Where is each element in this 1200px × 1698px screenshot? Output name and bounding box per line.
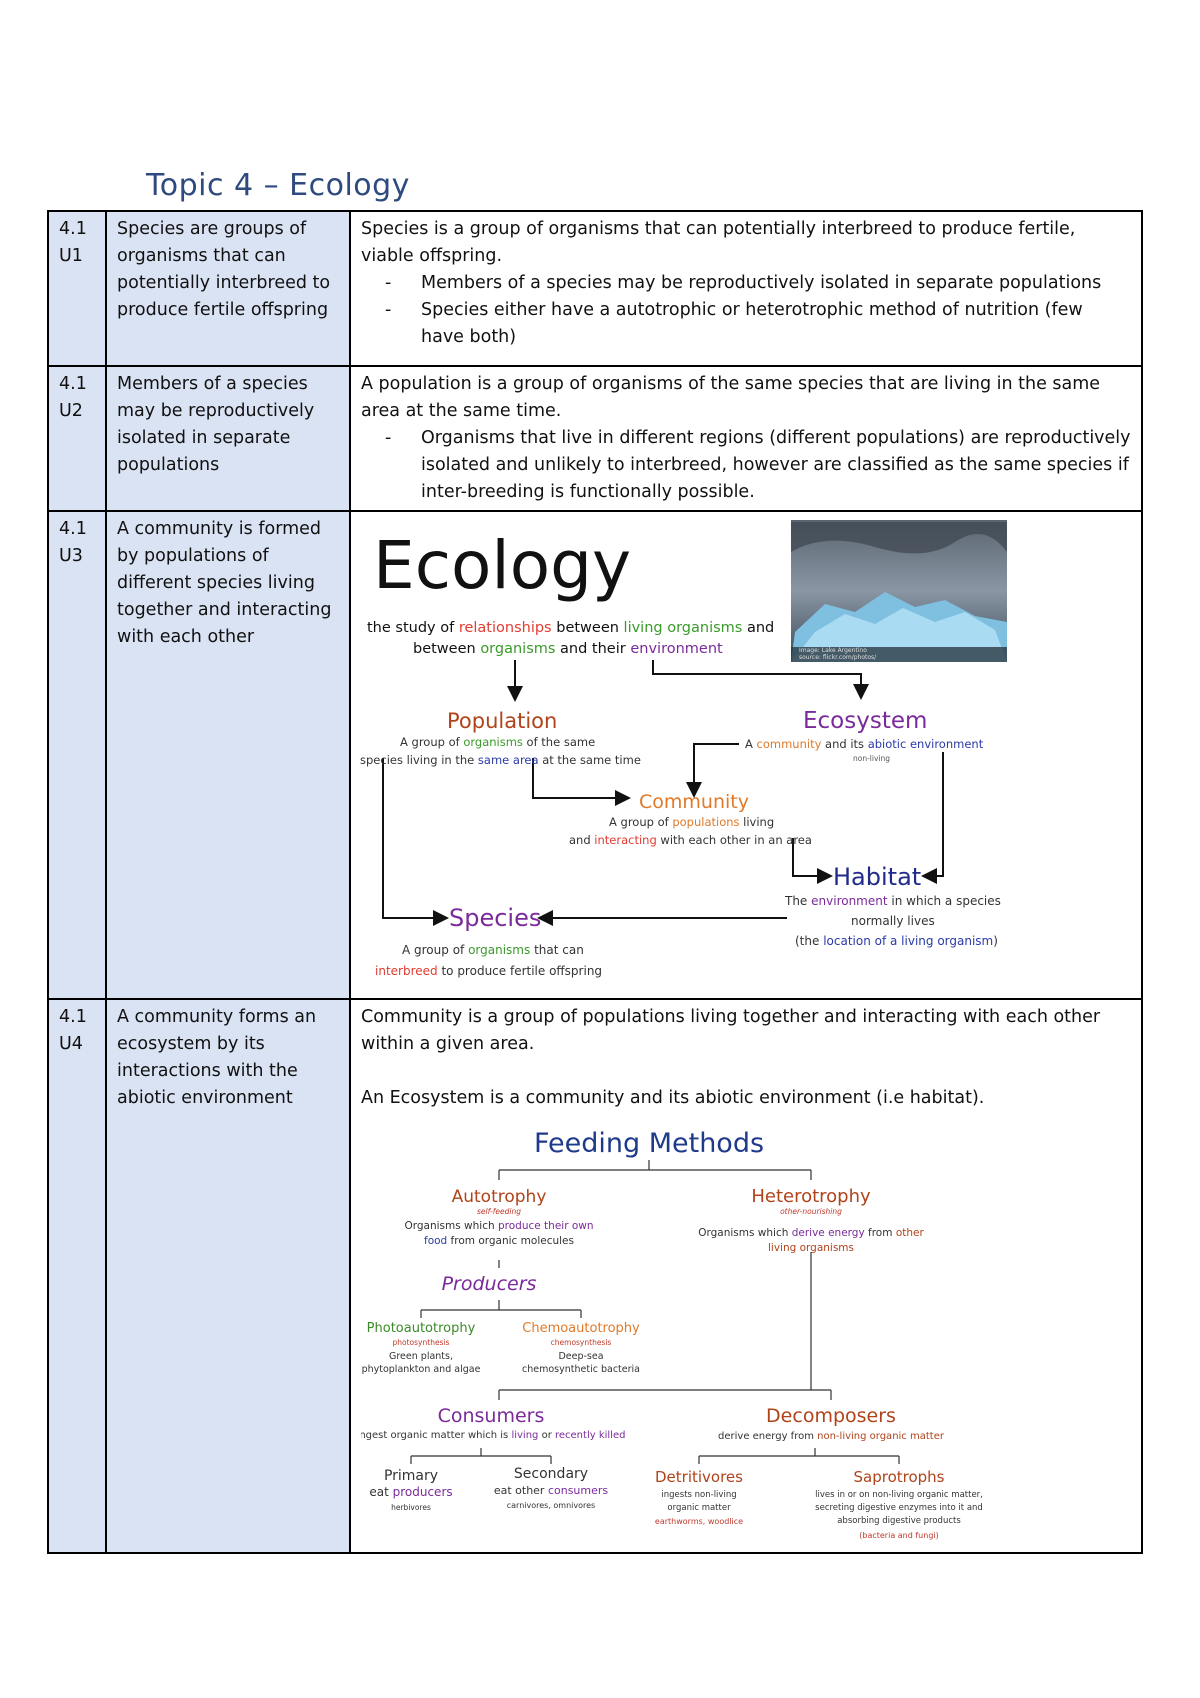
row-objective: Members of a species may be reproductively isolated in separate populations xyxy=(106,366,350,511)
photo-caption: source: flickr.com/photos/ xyxy=(799,654,877,661)
desc-text: environment xyxy=(811,894,888,908)
desc-text: from xyxy=(864,1227,896,1239)
desc-text: eat other xyxy=(493,1484,548,1497)
saprotrophs-title: Saprotrophs xyxy=(853,1468,945,1486)
desc-text: in which a species xyxy=(887,894,1001,908)
table-row xyxy=(48,366,1142,511)
ecology-subtitle-line1 xyxy=(367,620,774,636)
autotrophy-title: Autotrophy xyxy=(451,1187,547,1207)
row-notes xyxy=(350,211,1142,366)
community-title: Community xyxy=(639,791,749,813)
population-title: Population xyxy=(447,709,558,733)
secondary-desc xyxy=(494,1484,609,1497)
subtitle-text: living organisms xyxy=(623,620,743,636)
notes-bullet: - Organisms that live in different regions (different populations) are reproductively isolated and unlikely to interbreed, however are classified as the same species if inter-breeding is functionally possible. xyxy=(421,425,1131,506)
heterotrophy-desc xyxy=(698,1227,924,1239)
primary-sub: herbivores xyxy=(391,1503,431,1512)
row-notes xyxy=(350,366,1142,511)
row-notes xyxy=(350,999,1142,1553)
consumers-title: Consumers xyxy=(437,1405,545,1427)
desc-text: interbreed xyxy=(375,964,438,978)
desc-text: abiotic environment xyxy=(867,737,984,751)
consumers-desc xyxy=(361,1430,625,1441)
desc-text: producers xyxy=(392,1485,453,1499)
desc-text: ) xyxy=(993,934,998,948)
ecosystem-desc xyxy=(745,737,984,751)
desc-text: ingest organic matter which is xyxy=(361,1430,512,1441)
photoautotrophy-sub: photosynthesis xyxy=(392,1338,450,1347)
subtitle-text: the study of xyxy=(367,620,459,636)
autotrophy-sub: self-feeding xyxy=(476,1207,522,1216)
desc-text: from organic molecules xyxy=(447,1235,574,1247)
saprotrophs-desc: absorbing digestive products xyxy=(837,1516,961,1526)
row-code: 4.1 U3 xyxy=(48,511,106,999)
desc-text: derive energy from xyxy=(718,1431,818,1442)
desc-text: produce their own xyxy=(497,1220,594,1232)
desc-text: derive energy xyxy=(791,1227,865,1239)
iceberg-photo xyxy=(791,520,1007,662)
subtitle-text: and xyxy=(742,620,775,636)
desc-text: organisms xyxy=(463,735,523,749)
row-objective: Species are groups of organisms that can potentially interbreed to produce fertile offspring xyxy=(106,211,350,366)
desc-text: consumers xyxy=(547,1484,609,1497)
decomposers-desc xyxy=(718,1431,945,1442)
photoautotrophy-desc: Green plants, xyxy=(389,1351,453,1362)
notes-intro: A population is a group of organisms of the same species that are living in the same area at the same time. xyxy=(361,374,1101,421)
population-desc xyxy=(400,735,595,749)
arrow-ecosystem-to-community xyxy=(694,744,739,794)
desc-text: species living in the xyxy=(360,753,478,767)
desc-text: populations xyxy=(672,815,740,829)
population-desc xyxy=(360,753,641,767)
heterotrophy-title: Heterotrophy xyxy=(751,1186,871,1207)
table-row xyxy=(48,211,1142,366)
feeding-heading: Feeding Methods xyxy=(533,1128,765,1159)
saprotrophs-desc: secreting digestive enzymes into it and xyxy=(815,1503,983,1513)
table-row xyxy=(48,999,1142,1553)
desc-text: A group of xyxy=(609,815,673,829)
desc-text: with each other in an area xyxy=(656,833,812,847)
detritivores-desc: ingests non-living xyxy=(661,1490,737,1500)
heterotrophy-desc: living organisms xyxy=(767,1242,855,1254)
saprotrophs-sub: (bacteria and fungi) xyxy=(859,1531,939,1540)
subtitle-text: between xyxy=(551,620,624,636)
subtitle-text: and their xyxy=(555,641,631,657)
desc-text: The xyxy=(785,894,812,908)
heterotrophy-sub: other-nourishing xyxy=(780,1207,842,1216)
chemoautotrophy-title: Chemoautotrophy xyxy=(522,1321,640,1336)
detritivores-title: Detritivores xyxy=(655,1468,743,1486)
feeding-diagram-svg xyxy=(361,1118,1121,1548)
desc-text: that can xyxy=(530,943,584,957)
row-objective: A community forms an ecosystem by its interactions with the abiotic environment xyxy=(106,999,350,1553)
notes-intro: Species is a group of organisms that can potentially interbreed to produce fertile, viable offspring. xyxy=(361,219,1076,266)
photoautotrophy-desc: phytoplankton and algae xyxy=(361,1364,481,1375)
subtitle-text: between xyxy=(413,641,481,657)
desc-text: to produce fertile offspring xyxy=(437,964,603,978)
ecology-table xyxy=(47,210,1143,1554)
arrow-to-ecosystem xyxy=(653,660,861,696)
desc-text: living xyxy=(511,1430,539,1441)
desc-text: recently killed xyxy=(554,1430,626,1441)
row-objective: A community is formed by populations of different species living together and interacting with each other xyxy=(106,511,350,999)
desc-text: same area xyxy=(477,753,539,767)
notes-para: Community is a group of populations living together and interacting with each other within a given area. xyxy=(361,1007,1101,1054)
desc-text: and its xyxy=(821,737,868,751)
photoautotrophy-title: Photoautotrophy xyxy=(366,1321,476,1336)
secondary-title: Secondary xyxy=(513,1466,589,1482)
subtitle-text: organisms xyxy=(480,641,556,657)
species-desc xyxy=(375,964,602,978)
desc-text: Organisms which xyxy=(698,1227,792,1239)
habitat-title: Habitat xyxy=(833,863,922,891)
notes-bullet: - Members of a species may be reproductively isolated in separate populations xyxy=(421,270,1131,297)
saprotrophs-desc: lives in or on non-living organic matter, xyxy=(815,1490,983,1500)
desc-text: A group of xyxy=(400,735,464,749)
row-code: 4.1 U1 xyxy=(48,211,106,366)
autotrophy-desc xyxy=(404,1220,593,1232)
row-notes xyxy=(350,511,1142,999)
desc-text: and xyxy=(569,833,595,847)
desc-text: at the same time xyxy=(538,753,641,767)
desc-text: Organisms which xyxy=(404,1220,498,1232)
ecology-subtitle-line2 xyxy=(413,641,723,657)
habitat-desc xyxy=(784,894,1001,908)
arrow-ecosystem-to-habitat xyxy=(925,752,943,876)
table-row xyxy=(48,511,1142,999)
desc-text: interacting xyxy=(594,833,657,847)
row-code: 4.1 U2 xyxy=(48,366,106,511)
detritivores-desc: organic matter xyxy=(667,1503,731,1513)
chemoautotrophy-desc: Deep-sea xyxy=(558,1351,604,1362)
desc-text: organisms xyxy=(468,943,531,957)
primary-desc xyxy=(369,1485,452,1499)
ecosystem-sub: non-living xyxy=(853,754,891,763)
secondary-sub: carnivores, omnivores xyxy=(506,1501,596,1510)
desc-text: living xyxy=(739,815,775,829)
desc-text: of the same xyxy=(522,735,596,749)
notes-para: An Ecosystem is a community and its abiotic environment (i.e habitat). xyxy=(361,1088,985,1108)
row-code: 4.1 U4 xyxy=(48,999,106,1553)
ecology-diagram xyxy=(355,512,1125,996)
arrow-population-to-species xyxy=(383,758,445,918)
desc-text: A xyxy=(745,737,757,751)
chemoautotrophy-desc: chemosynthetic bacteria xyxy=(522,1364,640,1375)
species-desc xyxy=(402,943,584,957)
desc-text: non-living organic matter xyxy=(817,1431,944,1442)
detritivores-sub: earthworms, woodlice xyxy=(654,1517,744,1526)
desc-text: eat xyxy=(369,1485,393,1499)
species-title: Species xyxy=(449,904,542,932)
ecology-diagram-svg xyxy=(355,512,1125,996)
community-desc xyxy=(569,833,812,847)
ecology-heading: Ecology xyxy=(373,527,632,604)
subtitle-text: relationships xyxy=(458,620,552,636)
desc-text: location of a living organism xyxy=(823,934,994,948)
habitat-desc xyxy=(795,934,998,948)
community-desc xyxy=(609,815,774,829)
desc-text: community xyxy=(756,737,822,751)
desc-text: other xyxy=(895,1227,924,1239)
page-title: Topic 4 – Ecology xyxy=(146,168,410,203)
desc-text: (the xyxy=(795,934,824,948)
desc-text: or xyxy=(538,1430,555,1441)
ecosystem-title: Ecosystem xyxy=(803,708,928,734)
habitat-desc: normally lives xyxy=(851,914,935,928)
notes-bullet: - Species either have a autotrophic or heterotrophic method of nutrition (few have both) xyxy=(421,297,1131,351)
subtitle-text: environment xyxy=(630,641,723,657)
producers-title: Producers xyxy=(441,1273,537,1295)
feeding-methods-diagram xyxy=(361,1118,1131,1548)
photo-caption: Image: Lake Argentino xyxy=(799,647,867,654)
decomposers-title: Decomposers xyxy=(766,1405,896,1427)
chemoautotrophy-sub: chemosynthesis xyxy=(550,1338,612,1347)
desc-text: A group of xyxy=(402,943,469,957)
autotrophy-desc xyxy=(424,1235,574,1247)
primary-title: Primary xyxy=(383,1468,439,1484)
desc-text: food xyxy=(424,1235,448,1247)
